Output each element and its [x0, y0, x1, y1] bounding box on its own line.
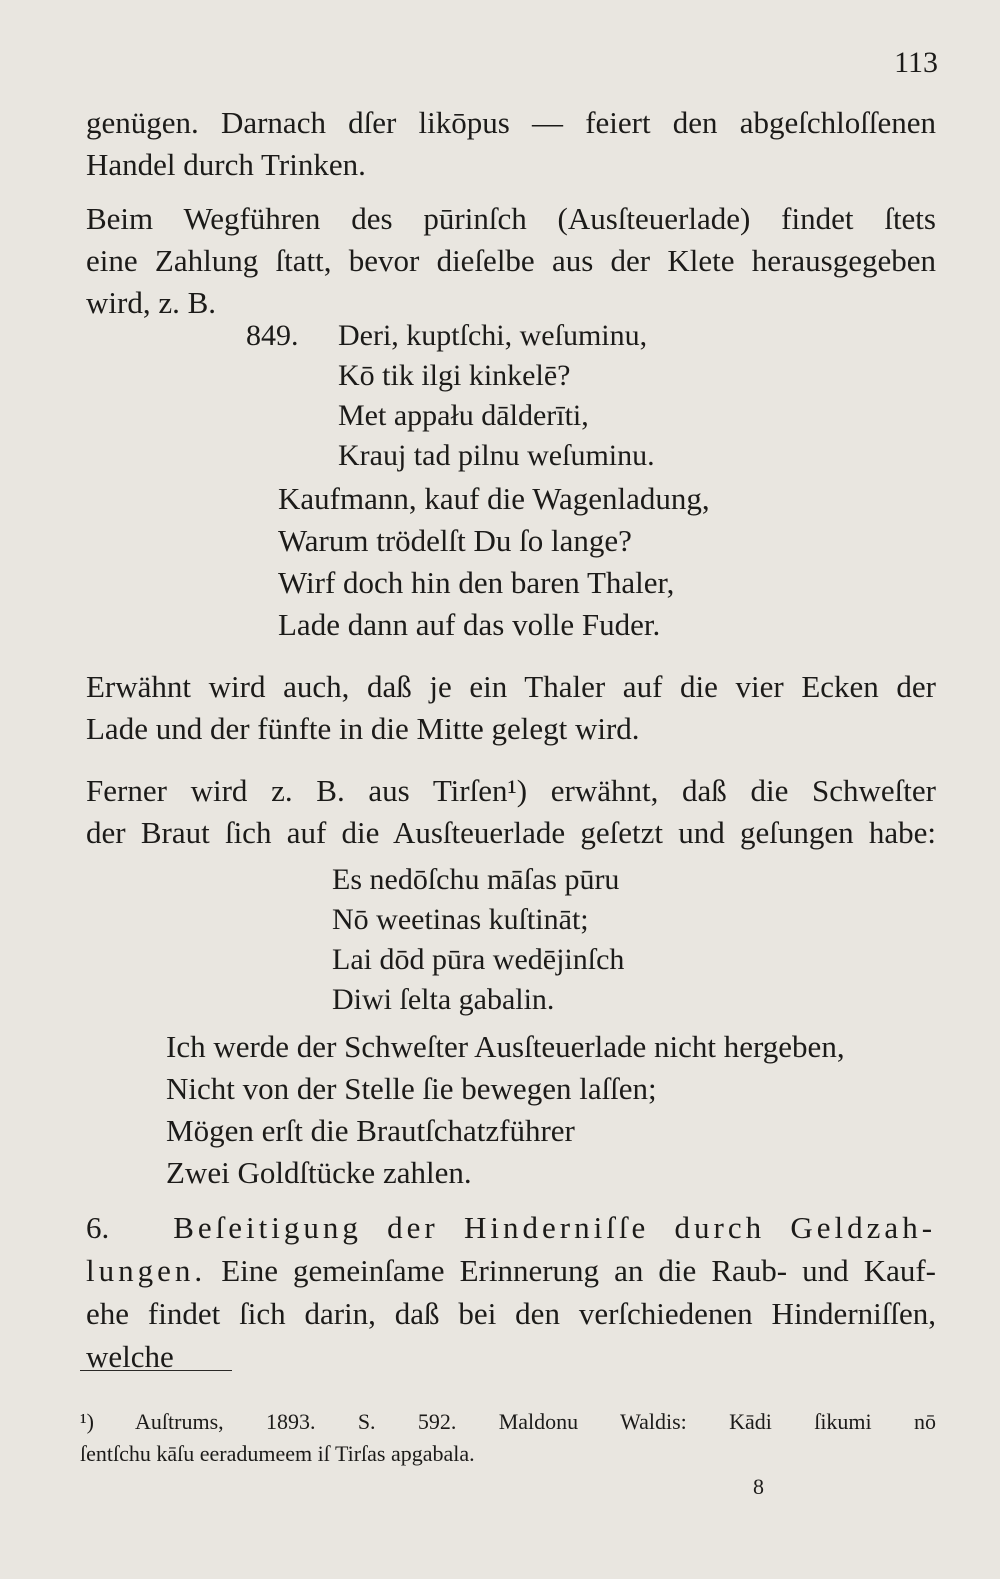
- verse-line: Es nedōſchu māſas pūru: [332, 863, 620, 896]
- signature-mark: 8: [753, 1474, 764, 1499]
- section-6: [86, 1206, 936, 1378]
- paragraph-1: [86, 102, 936, 186]
- verse-line: Kaufmann, kauf die Wagenladung,: [278, 481, 710, 516]
- paragraph-4: [86, 770, 936, 854]
- verse-line: Met appału dālderīti,: [338, 399, 589, 432]
- footnote-line-2: ſentſchu kāſu eeradumeem iſ Tirſas apgabala.: [80, 1441, 475, 1466]
- section-title: Beſeitigung der Hinderniſſe durch Geldzah-: [173, 1210, 937, 1245]
- section-title-continued: lungen.: [86, 1253, 207, 1288]
- verse-number: 849.: [246, 319, 299, 352]
- verse-line: Mögen erſt die Brautſchatzführer: [166, 1113, 575, 1148]
- paragraph-2: [86, 198, 936, 324]
- footnote: [80, 1406, 936, 1470]
- section-number: 6.: [86, 1210, 110, 1245]
- footnote-line-1: ¹) Auſtrums, 1893. S. 592. Maldonu Waldis: Kādi ſikumi nō: [80, 1409, 936, 1434]
- paragraph-2-line-1: Beim Wegführen des pūrinſch (Ausſteuerlade) findet ſtets: [86, 201, 936, 236]
- verse-line: Zwei Goldſtücke zahlen.: [166, 1155, 472, 1190]
- paragraph-3: [86, 666, 936, 750]
- section-text: ehe findet ſich darin, daß bei den verſchiedenen Hinderniſſen, welche: [86, 1296, 936, 1374]
- section-text: Eine gemeinſame Erinnerung an die Raub- und Kauf-: [221, 1253, 937, 1288]
- verse-tirsen-german: [166, 1026, 845, 1194]
- paragraph-2-line-3: wird, z. B.: [86, 285, 217, 320]
- verse-line: Lai dōd pūra wedējinſch: [332, 943, 625, 976]
- verse-line: Ich werde der Schweſter Ausſteuerlade nicht hergeben,: [166, 1029, 845, 1064]
- paragraph-4-line-2: der Braut ſich auf die Ausſteuerlade geſetzt und geſungen habe:: [86, 815, 936, 850]
- page-number: 113: [894, 46, 938, 79]
- verse-849-latvian: [246, 316, 655, 476]
- footnote-rule: [80, 1370, 232, 1371]
- verse-line: Kō tik ilgi kinkelē?: [338, 359, 571, 392]
- paragraph-1-line-1: genügen. Darnach dſer likōpus — feiert den abgeſchloſſenen: [86, 105, 936, 140]
- verse-line: Diwi ſelta gabalin.: [332, 983, 555, 1016]
- verse-849-german: [278, 478, 710, 646]
- paragraph-2-line-2: eine Zahlung ſtatt, bevor dieſelbe aus der Klete herausgegeben: [86, 243, 936, 278]
- verse-line: Warum trödelſt Du ſo lange?: [278, 523, 632, 558]
- paragraph-3-line-2: Lade und der fünfte in die Mitte gelegt wird.: [86, 711, 640, 746]
- verse-line: Wirf doch hin den baren Thaler,: [278, 565, 675, 600]
- paragraph-4-line-1: Ferner wird z. B. aus Tirſen¹) erwähnt, daß die Schweſter: [86, 773, 936, 808]
- verse-tirsen-latvian: [332, 860, 624, 1020]
- paragraph-3-line-1: Erwähnt wird auch, daß je ein Thaler auf die vier Ecken der: [86, 669, 936, 704]
- verse-line: Krauj tad pilnu weſuminu.: [338, 439, 655, 472]
- verse-line: Nicht von der Stelle ſie bewegen laſſen;: [166, 1071, 657, 1106]
- paragraph-1-line-2: Handel durch Trinken.: [86, 147, 366, 182]
- verse-line: Nō weetinas kuſtināt;: [332, 903, 589, 936]
- verse-line: Deri, kuptſchi, weſuminu,: [338, 319, 648, 352]
- verse-line: Lade dann auf das volle Fuder.: [278, 607, 661, 642]
